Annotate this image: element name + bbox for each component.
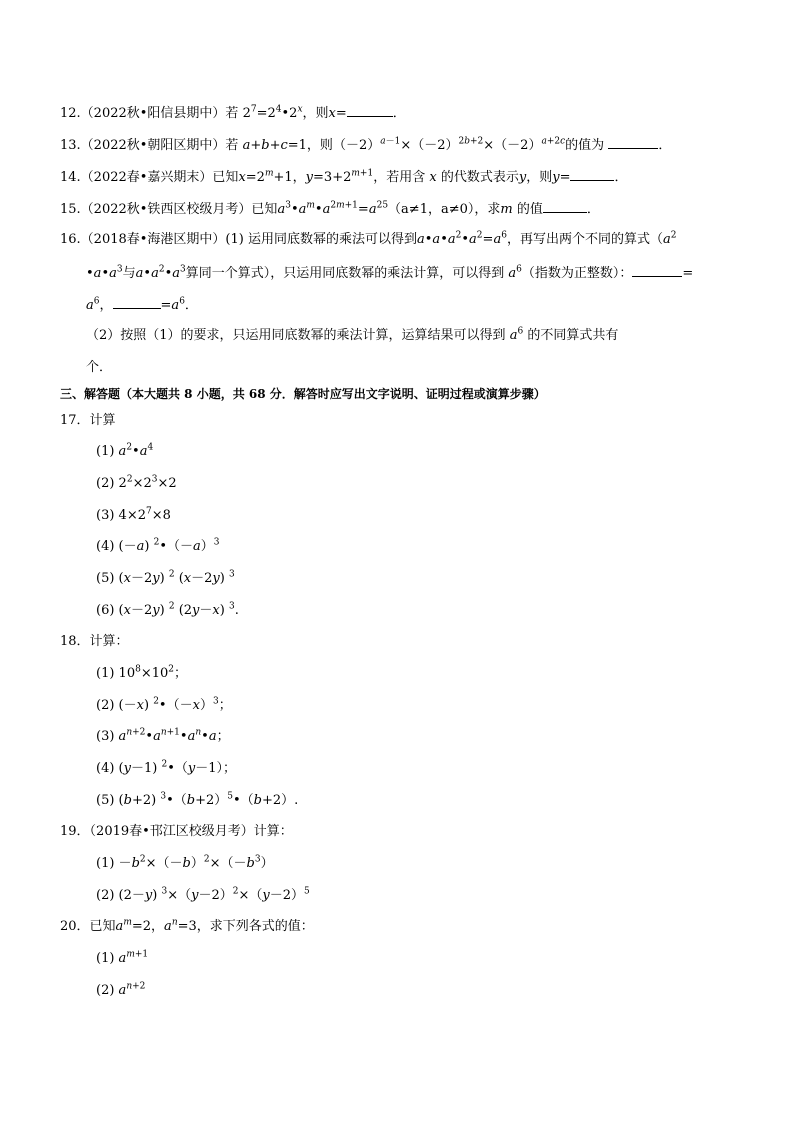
answer-blank[interactable] xyxy=(632,264,682,277)
q14-end: ． xyxy=(614,170,628,185)
list-item: (1) $a^{m+1}$ xyxy=(96,949,149,966)
list-item: (5) (x－2y) $^2$ (x－2y) $^3$ xyxy=(96,569,235,586)
q15-end: ． xyxy=(586,202,600,217)
q14-mid: ，若用含 xyxy=(373,170,426,185)
question-17: 17．计算 xyxy=(60,413,116,428)
list-item: $(1) -b^2\times(-b)^2\times(-b^3)$ xyxy=(96,854,274,871)
answer-blank[interactable] xyxy=(347,104,393,117)
question-16-line-1: 16.（2018春•海港区期中）(1) 运用同底数幂的乘法可以得到$a•a•a^2•a^2=a^6$，再写出两个不同的算式（$a^2$ xyxy=(60,230,677,247)
q13-mid: =1，则 xyxy=(287,138,333,153)
question-16-line-2: $•a•a^3$与$a•a^2•a^3$算同一个算式），只运用同底数幂的乘法计算，可以得到 $a^6$（指数为正整数）： = xyxy=(86,264,694,281)
q15-mid2: 的值 xyxy=(516,202,543,217)
q15-mid: （a≠1，a≠0），求 xyxy=(388,202,501,217)
q12-text: 12.（2022秋•阳信县期中）若 xyxy=(60,106,239,121)
q15-text: 15.（2022秋•铁西区校级月考）已知 xyxy=(60,202,278,217)
q12-mid: ，则 xyxy=(302,106,329,121)
q12-end: ． xyxy=(392,106,406,121)
list-item: (1) $10^8\times 10^2$； xyxy=(96,664,188,681)
list-item: (5) (b+2) $^3•(b+2)^5•(b+2)$. xyxy=(96,791,299,808)
q14-mid2: 的代数式表示 xyxy=(440,170,519,185)
q14-text: 14.（2022春•嘉兴期末）已知 xyxy=(60,170,239,185)
list-item: (2) $2^2\times 2^3\times 2$ xyxy=(96,474,177,491)
list-item: (3) $a^{n+2}•a^{n+1}•a^n•a$； xyxy=(96,727,230,744)
list-item: (2) (－x) $^2•(-x)^3$； xyxy=(96,696,232,713)
list-item: (4) (－a) $^2•(-a)^3$ xyxy=(96,537,220,554)
question-13: 13.（2022秋•朝阳区期中）若 a+b+c=1，则$(-2)^{a-1}\times(-2)^{2b+2}\times(-2)^{a+2c}$的值为 ． xyxy=(60,136,672,153)
q14-mid3: ，则 xyxy=(526,170,553,185)
question-16-line-3: $a^6$， $=a^6$． xyxy=(86,296,198,313)
q13-end: 的值为 xyxy=(565,138,605,153)
list-item: (1) $a^2•a^4$ xyxy=(96,442,154,459)
list-item: (4) (y－1) $^2$•（y－1）； xyxy=(96,759,237,776)
list-item: (3) $4\times 2^7\times 8$ xyxy=(96,506,171,523)
q13-period: ． xyxy=(658,138,672,153)
section-heading: 三、解答题（本大题共 8 小题，共 68 分．解答时应写出文字说明、证明过程或演算步骤） xyxy=(60,387,546,401)
answer-blank[interactable] xyxy=(608,136,658,149)
q13-text: 13.（2022秋•朝阳区期中）若 xyxy=(60,138,239,153)
answer-blank[interactable] xyxy=(543,200,587,213)
question-12: 12.（2022秋•阳信县期中）若 $2^7=2^4•2^x$，则x= ． xyxy=(60,104,406,121)
question-16-line-4: （2）按照（1）的要求，只运用同底数幂的乘法计算，运算结果可以得到 $a^6$ 的不同算式共有 xyxy=(86,326,619,343)
question-15: 15.（2022秋•铁西区校级月考）已知$a^3•a^m•a^{2m+1}=a^{25}(a\ne 1$，a≠0），求m 的值 ． xyxy=(60,200,600,217)
list-item: (6) (x－2y) $^2$ (2y－x) $^3$. xyxy=(96,601,239,618)
list-item: (2) $a^{n+2}$ xyxy=(96,981,146,998)
question-16-line-5: 个． xyxy=(86,360,113,375)
question-18: 18．计算： xyxy=(60,634,129,649)
question-14: 14.（2022春•嘉兴期末）已知$x=2^m+1$，$y=3+2^{m+1}$，若用含 x 的代数式表示y，则y= ． xyxy=(60,168,628,185)
question-20: 20．已知$a^m=2$，$a^n=3$，求下列各式的值： xyxy=(60,917,314,934)
question-19: 19．（2019春•邗江区校级月考）计算： xyxy=(60,824,293,839)
answer-blank[interactable] xyxy=(570,168,614,181)
list-item: (2) (2－y) $^3\times(y-2)^2\times(y-2)^5$ xyxy=(96,886,310,903)
answer-blank[interactable] xyxy=(113,296,161,309)
